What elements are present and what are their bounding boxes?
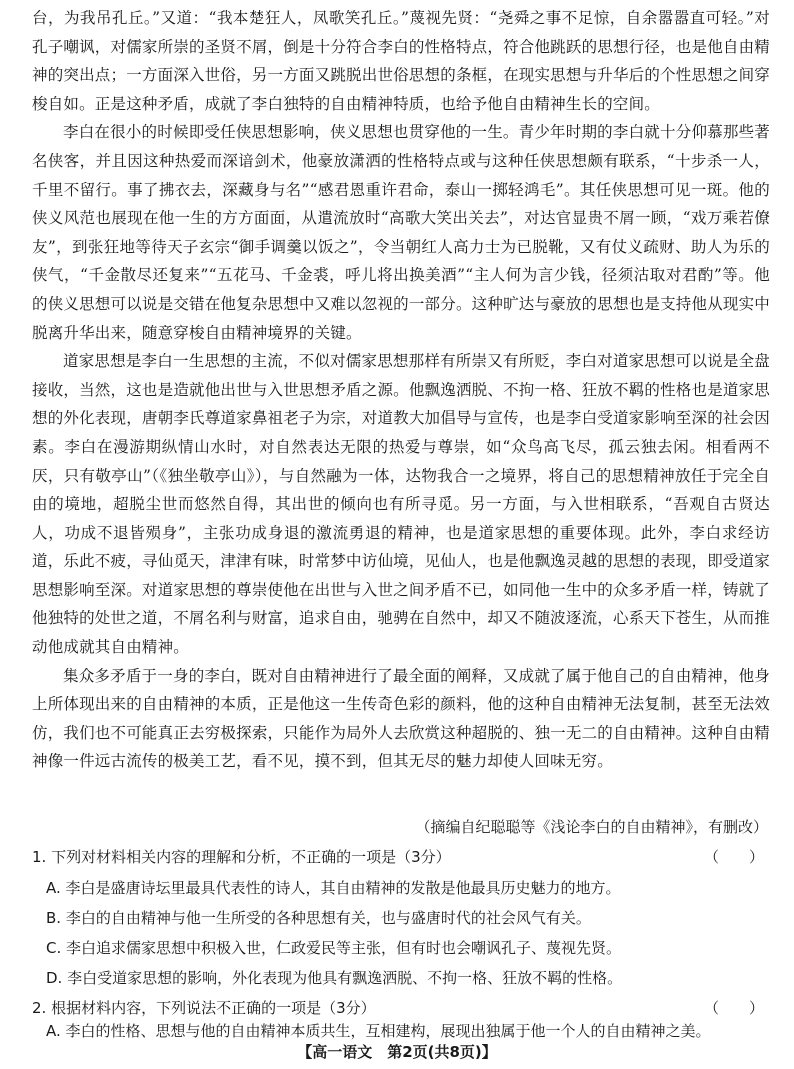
question-2-option-a: A. 李白的性格、思想与他的自由精神本质共生，互相建构，展现出独属于他一个人的自由精神之美。 (46, 1022, 711, 1040)
passage-paragraph-2: 李白在很小的时候即受任侠思想影响，侠义思想也贯穿他的一生。青少年时期的李白就十分仰慕那些著名侠客，并且因这种热爱而深谙剑术，他豪放潇洒的性格特点或与这种任侠思想颇有联系，“十步杀一人，千里不留行。事了拂衣去，深藏身与名”“感君恩重许君命，泰山一掷轻鸿毛”。其任侠思想可见一斑。他的侠义风范也展现在他一生的方方面面，从遣流放时“高歌大笑出关去”，对达官显贵不屑一顾，“戏万乘若僚友”，到张狂地等待天子玄宗“御手调羹以饭之”，令当朝红人高力士为已脱靴，又有仗义疏财、助人为乐的侠气，“千金散尽还复来”“五花马、千金裘，呼儿将出换美酒”“主人何为言少钱，径须沽取对君酌”等。他的侠义思想可以说是交错在他复杂思想中又难以忽视的一部分。这种旷达与豪放的思想也是支持他从现实中脱离升华出来，随意穿梭自由精神境界的关键。 (32, 123, 770, 342)
question-2-answer-blank: （ ） (703, 999, 764, 1017)
passage (32, 4, 770, 776)
source-citation: （摘编自纪聪聪等《浅论李白的自由精神》，有删改） (415, 818, 768, 836)
passage-paragraph-4: 集众多矛盾于一身的李白，既对自由精神进行了最全面的阐释，又成就了属于他自己的自由精神，他身上所体现出来的自由精神的本质，正是他这一生传奇色彩的颜料，他的这种自由精神无法复制，甚至无法效仿，我们也不可能真正去穷极探索，只能作为局外人去欣赏这种超脱的、独一无二的自由精神。这种自由精神像一件远古流传的极美工艺，看不见，摸不到，但其无尽的魅力却使人回味无穷。 (32, 666, 770, 771)
question-2 (32, 997, 770, 1019)
question-1-answer-blank: （ ） (703, 848, 764, 866)
passage-paragraph-1: 台，为我吊孔丘。”又道：“我本楚狂人，凤歌笑孔丘。”蔑视先贤：“尧舜之事不足惊，自余嚣嚣直可轻。”对孔子嘲讽，对儒家所崇的圣贤不屑，倒是十分符合李白的性格特点，符合他跳跃的思想行径，也是他自由精神的突出点；一方面深入世俗，另一方面又跳脱出世俗思想的条框，在现实思想与升华后的个性思想之间穿梭自如。正是这种矛盾，成就了李白独特的自由精神特质，也给予他自由精神生长的空间。 (32, 9, 770, 113)
passage-paragraph-3: 道家思想是李白一生思想的主流，不似对儒家思想那样有所崇又有所贬，李白对道家思想可以说是全盘接收，当然，这也是造就他出世与入世思想矛盾之源。他飘逸洒脱、不拘一格、狂放不羁的性格也是道家思想的外化表现，唐朝李氏尊道家鼻祖老子为宗，对道教大加倡导与宣传，也是李白受道家影响至深的社会因素。李白在漫游期纵情山水时，对自然表达无限的热爱与尊崇，如“众鸟高飞尽，孤云独去闲。相看两不厌，只有敬亭山”（《独坐敬亭山》），与自然融为一体，达物我合一之境界，将自己的思想精神放任于完全自由的境地，超脱尘世而悠然自得，其出世的倾向也有所寻觅。另一方面，与入世相联系，“吾观自古贤达人，功成不退皆殒身”，主张功成身退的激流勇退的精神，也是道家思想的重要体现。此外，李白求经访道，乐此不疲，寻仙觅天，津津有味，时常梦中访仙境，见仙人，也是他飘逸灵越的思想的表现，即受道家思想影响至深。对道家思想的尊崇使他在出世与入世之间矛盾不已，如同他一生中的众多矛盾一样，铸就了他独特的处世之道，不屑名利与财富，追求自由，驰骋在自然中，却又不随波逐流，心系天下苍生，从而推动他成就其自由精神。 (32, 352, 770, 657)
question-1-option-c: C. 李白追求儒家思想中积极入世，仁政爱民等主张，但有时也会嘲讽孔子、蔑视先贤。 (46, 939, 622, 957)
question-1-option-d: D. 李白受道家思想的影响，外化表现为他具有飘逸洒脱、不拘一格、狂放不羁的性格。 (46, 969, 623, 987)
page-footer: 【高一语文 第2页(共8页)】 (297, 1043, 497, 1061)
question-1-option-b: B. 李白的自由精神与他一生所受的各种思想有关，也与盛唐时代的社会风气有关。 (46, 909, 591, 927)
question-1-option-a: A. 李白是盛唐诗坛里最具代表性的诗人，其自由精神的发散是他最具历史魅力的地方。 (46, 879, 621, 897)
question-2-stem: 2. 根据材料内容，下列说法不正确的一项是（3分） (32, 999, 376, 1017)
question-1 (32, 846, 770, 868)
question-1-stem: 1. 下列对材料相关内容的理解和分析，不正确的一项是（3分） (32, 848, 451, 866)
